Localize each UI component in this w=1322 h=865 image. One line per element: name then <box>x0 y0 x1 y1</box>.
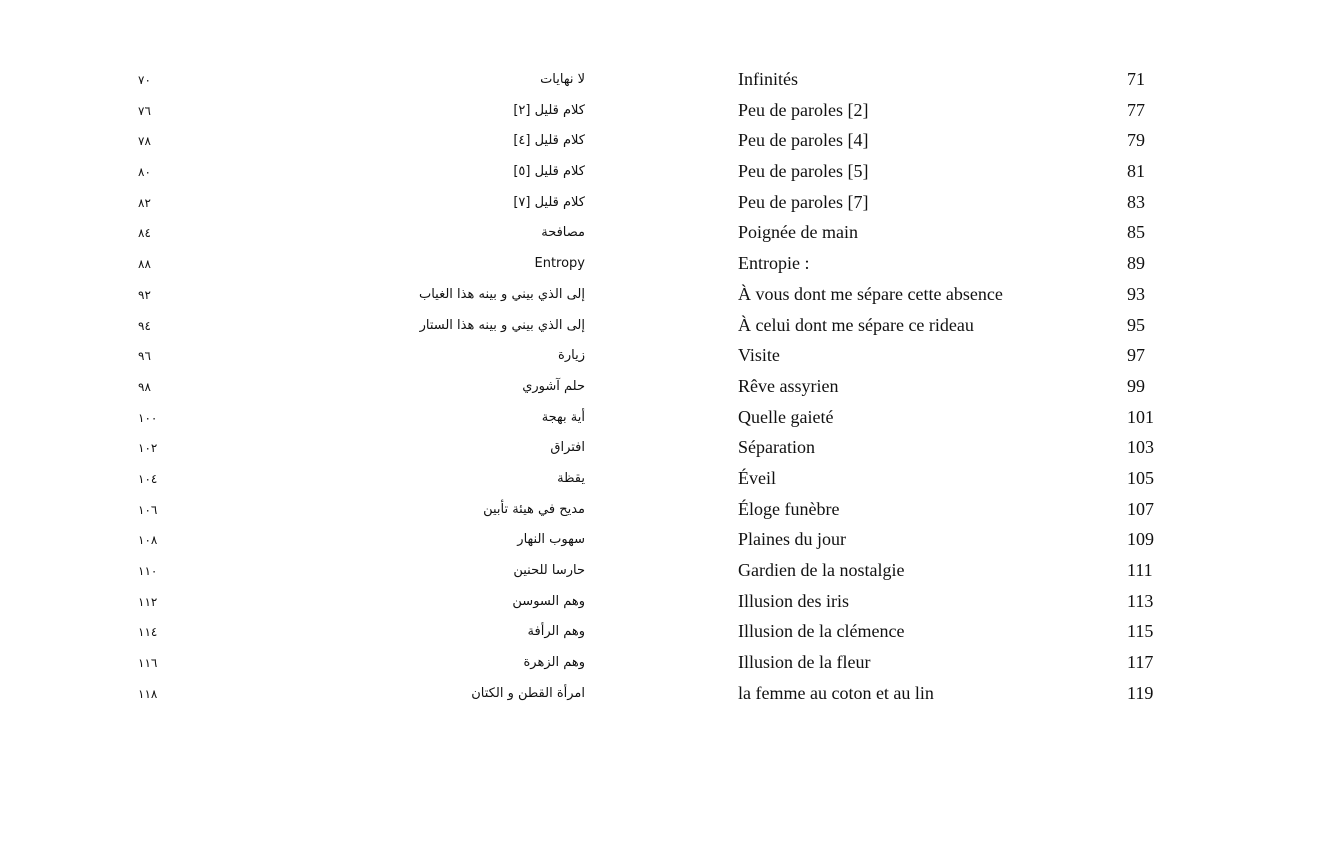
french-page-number: 71 <box>1127 69 1145 89</box>
french-title: Séparation <box>738 437 815 458</box>
french-title: la femme au coton et au lin <box>738 682 934 703</box>
toc-row <box>0 345 1322 376</box>
french-title: Gardien de la nostalgie <box>738 560 905 580</box>
arabic-page-number: ١١٠ <box>138 564 158 578</box>
french-title: À celui dont me sépare ce rideau <box>738 314 974 335</box>
arabic-title: كلام قليل [٧] <box>513 194 585 210</box>
arabic-title: امرأة القطن و الكتان <box>471 685 585 701</box>
toc-row <box>0 621 1322 652</box>
french-title: Visite <box>738 345 780 366</box>
arabic-page-number: ٨٢ <box>138 195 151 210</box>
table-of-contents <box>0 69 1322 713</box>
arabic-page-number: ٨٤ <box>138 226 151 241</box>
arabic-title: وهم الرأفة <box>527 624 585 640</box>
french-page-number: 113 <box>1127 590 1154 611</box>
toc-row <box>0 69 1322 100</box>
french-title: À vous dont me sépare cette absence <box>738 283 1003 304</box>
arabic-page-number: ١١٢ <box>138 594 158 609</box>
toc-row <box>0 222 1322 253</box>
french-title: Quelle gaieté <box>738 406 834 427</box>
french-page-number: 107 <box>1127 498 1154 519</box>
french-title: Éveil <box>738 467 776 488</box>
french-title: Rêve assyrien <box>738 375 839 396</box>
arabic-title: يقظة <box>557 470 585 486</box>
toc-row <box>0 683 1322 714</box>
arabic-page-number: ٩٢ <box>138 287 151 302</box>
arabic-title: كلام قليل [٢] <box>513 102 585 118</box>
french-title: Illusion des iris <box>738 590 849 611</box>
french-page-number: 109 <box>1127 529 1154 550</box>
french-title: Éloge funèbre <box>738 498 840 519</box>
toc-row <box>0 591 1322 622</box>
arabic-title: افتراق <box>550 440 585 456</box>
arabic-page-number: ٧٠ <box>138 73 151 87</box>
arabic-title: إلى الذي بيني و بينه هذا الغياب <box>418 286 585 302</box>
arabic-page-number: ١١٨ <box>138 686 158 701</box>
arabic-page-number: ١١٤ <box>138 625 158 640</box>
french-title: Peu de paroles [2] <box>738 99 869 120</box>
french-title: Peu de paroles [7] <box>738 191 869 212</box>
arabic-page-number: ٩٤ <box>138 318 151 333</box>
french-title: Plaines du jour <box>738 529 846 550</box>
french-title: Peu de paroles [4] <box>738 130 869 151</box>
toc-row <box>0 499 1322 530</box>
french-page-number: 77 <box>1127 99 1145 120</box>
toc-row <box>0 284 1322 315</box>
arabic-title: مديح في هيئة تأبين <box>483 501 585 517</box>
arabic-title: Entropy <box>534 256 585 272</box>
toc-row <box>0 437 1322 468</box>
toc-row <box>0 161 1322 192</box>
arabic-title: وهم السوسن <box>512 593 585 609</box>
arabic-title: سهوب النهار <box>517 532 585 548</box>
french-page-number: 119 <box>1127 682 1154 703</box>
toc-row <box>0 315 1322 346</box>
toc-row <box>0 529 1322 560</box>
french-page-number: 105 <box>1127 467 1154 488</box>
french-page-number: 101 <box>1127 406 1154 427</box>
arabic-page-number: ١٠٢ <box>138 441 158 456</box>
arabic-page-number: ٩٨ <box>138 379 151 394</box>
french-title: Peu de paroles [5] <box>738 161 869 182</box>
french-title: Entropie : <box>738 253 810 274</box>
arabic-title: زيارة <box>558 348 585 364</box>
toc-row <box>0 130 1322 161</box>
french-page-number: 93 <box>1127 283 1145 304</box>
toc-row <box>0 253 1322 284</box>
arabic-page-number: ١١٦ <box>138 656 158 671</box>
arabic-page-number: ٩٦ <box>138 349 151 364</box>
arabic-page-number: ٨٨ <box>138 257 151 272</box>
arabic-title: وهم الزهرة <box>523 655 585 671</box>
arabic-page-number: ١٠٠ <box>138 410 158 425</box>
arabic-page-number: ٧٨ <box>138 134 151 149</box>
arabic-title: أية بهجة <box>541 409 585 425</box>
french-title: Illusion de la fleur <box>738 652 871 673</box>
french-page-number: 89 <box>1127 253 1145 274</box>
arabic-title: حارسا للحنين <box>513 563 585 578</box>
french-page-number: 95 <box>1127 314 1145 335</box>
toc-row <box>0 468 1322 499</box>
french-page-number: 97 <box>1127 345 1145 366</box>
arabic-page-number: ١٠٨ <box>138 533 158 548</box>
arabic-title: حلم آشوري <box>522 378 585 394</box>
french-page-number: 117 <box>1127 652 1154 673</box>
arabic-page-number: ١٠٦ <box>138 502 158 517</box>
toc-row <box>0 652 1322 683</box>
french-page-number: 79 <box>1127 130 1145 151</box>
arabic-page-number: ٨٠ <box>138 165 151 180</box>
french-page-number: 85 <box>1127 222 1145 243</box>
arabic-page-number: ٧٦ <box>138 103 151 118</box>
toc-row <box>0 407 1322 438</box>
french-page-number: 115 <box>1127 621 1154 642</box>
toc-row <box>0 560 1322 591</box>
french-title: Illusion de la clémence <box>738 621 905 642</box>
toc-row <box>0 376 1322 407</box>
arabic-title: إلى الذي بيني و بينه هذا الستار <box>419 317 585 333</box>
french-page-number: 81 <box>1127 161 1145 182</box>
arabic-title: لا نهايات <box>540 72 585 87</box>
arabic-title: مصافحة <box>541 225 585 241</box>
french-page-number: 99 <box>1127 375 1145 396</box>
arabic-page-number: ١٠٤ <box>138 471 158 486</box>
french-title: Infinités <box>738 69 798 89</box>
french-page-number: 83 <box>1127 191 1145 212</box>
toc-row <box>0 100 1322 131</box>
french-page-number: 103 <box>1127 437 1154 458</box>
french-title: Poignée de main <box>738 222 858 243</box>
toc-row <box>0 192 1322 223</box>
arabic-title: كلام قليل [٤] <box>513 133 585 149</box>
french-page-number: 111 <box>1127 560 1153 580</box>
arabic-title: كلام قليل [٥] <box>513 164 585 180</box>
